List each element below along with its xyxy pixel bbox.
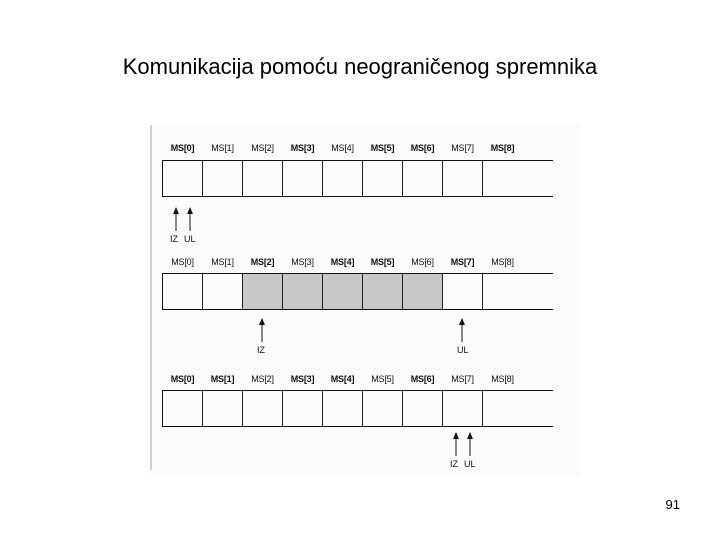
cell-label: MS[2]	[251, 143, 274, 153]
cell-label: MS[0]	[171, 257, 194, 267]
buffer-cell	[243, 391, 283, 426]
buffer-cell	[203, 161, 243, 196]
buffer-cell	[363, 161, 403, 196]
cell-label: MS[2]	[250, 257, 275, 267]
cell-label: MS[8]	[490, 143, 515, 153]
buffer-cell-filled	[323, 274, 363, 309]
cell-label: MS[5]	[371, 374, 394, 384]
cell-label: MS[5]	[370, 257, 395, 267]
iz-pointer-arrow	[451, 432, 463, 456]
buffer-row	[162, 390, 553, 427]
buffer-cell	[483, 161, 523, 196]
buffer-cell	[203, 391, 243, 426]
buffer-cell	[163, 161, 203, 196]
cell-label: MS[0]	[170, 374, 195, 384]
buffer-cell-filled	[243, 274, 283, 309]
cell-label: MS[6]	[410, 143, 435, 153]
buffer-cell	[243, 161, 283, 196]
iz-pointer-arrow	[257, 318, 269, 342]
cell-label: MS[7]	[451, 143, 474, 153]
buffer-cell	[483, 274, 523, 309]
cell-label: MS[0]	[170, 143, 195, 153]
ul-pointer-label: UL	[184, 234, 196, 244]
buffer-cell	[443, 161, 483, 196]
ul-pointer-label: UL	[457, 345, 469, 355]
buffer-cell	[203, 274, 243, 309]
cell-label: MS[5]	[370, 143, 395, 153]
buffer-cell	[443, 391, 483, 426]
cell-label: MS[2]	[251, 374, 274, 384]
buffer-cell-filled	[363, 274, 403, 309]
buffer-cell	[403, 391, 443, 426]
buffer-cell	[483, 391, 523, 426]
cell-label: MS[7]	[451, 374, 474, 384]
ul-pointer-arrow	[465, 432, 477, 456]
scan-edge	[150, 125, 152, 470]
buffer-cell	[323, 161, 363, 196]
buffer-row	[162, 273, 553, 310]
buffer-cell-filled	[283, 274, 323, 309]
slide-title: Komunikacija pomoću neograničenog spremnika	[122, 54, 598, 79]
cell-label: MS[4]	[330, 257, 355, 267]
buffer-cell	[323, 391, 363, 426]
iz-pointer-label: IZ	[170, 234, 178, 244]
cell-label: MS[1]	[211, 257, 234, 267]
cell-label: MS[1]	[211, 143, 234, 153]
buffer-cell	[163, 391, 203, 426]
cell-label: MS[3]	[290, 143, 315, 153]
iz-pointer-label: IZ	[450, 459, 458, 469]
buffer-cell	[163, 274, 203, 309]
cell-label: MS[8]	[491, 257, 514, 267]
buffer-cell	[443, 274, 483, 309]
cell-label: MS[1]	[210, 374, 235, 384]
buffer-cell	[403, 161, 443, 196]
buffer-row	[162, 160, 553, 197]
ul-pointer-label: UL	[464, 459, 476, 469]
ul-pointer-arrow	[185, 207, 197, 231]
cell-label: MS[6]	[410, 374, 435, 384]
cell-label: MS[8]	[491, 374, 514, 384]
iz-pointer-label: IZ	[257, 345, 265, 355]
cell-label: MS[7]	[450, 257, 475, 267]
cell-label: MS[6]	[411, 257, 434, 267]
ul-pointer-arrow	[457, 318, 469, 342]
buffer-cell	[283, 161, 323, 196]
cell-label: MS[3]	[290, 374, 315, 384]
iz-pointer-arrow	[171, 207, 183, 231]
buffer-cell	[283, 391, 323, 426]
buffer-cell	[363, 391, 403, 426]
buffer-cell-filled	[403, 274, 443, 309]
cell-label: MS[3]	[291, 257, 314, 267]
cell-label: MS[4]	[330, 374, 355, 384]
page-number: 91	[665, 497, 680, 512]
cell-label: MS[4]	[331, 143, 354, 153]
